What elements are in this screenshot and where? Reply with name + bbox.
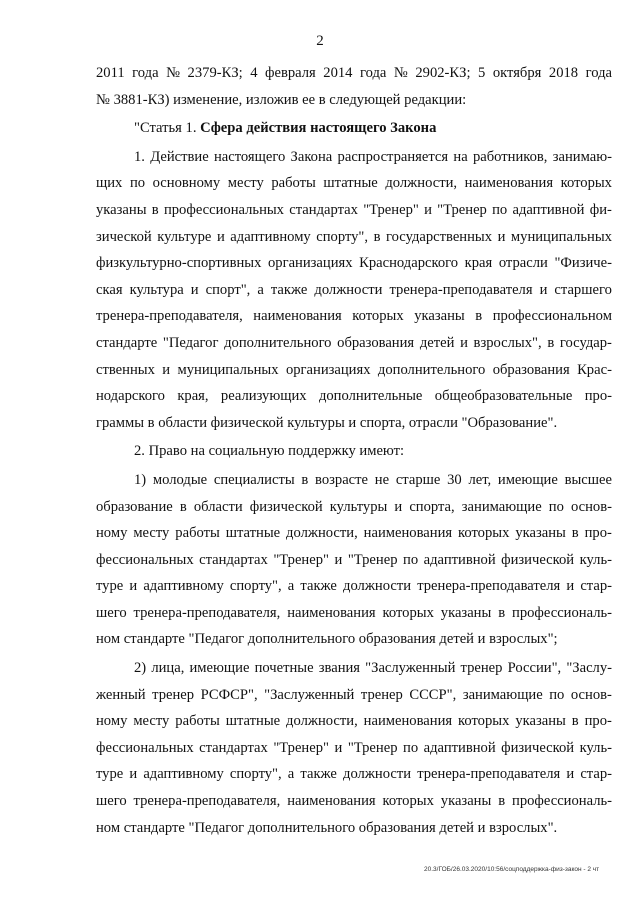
word: культура	[129, 281, 184, 298]
text-line	[96, 197, 612, 224]
word: Краснодарского	[359, 255, 459, 272]
word: ному	[96, 713, 128, 730]
word: и	[129, 766, 138, 783]
word: тренера-преподавателя	[417, 578, 561, 595]
article-title: Сфера действия настоящего Закона	[200, 120, 437, 137]
word: фессиональных	[96, 739, 194, 756]
word: стар-	[580, 766, 612, 783]
paragraph	[96, 115, 612, 142]
word: наименования	[287, 793, 376, 810]
word: в	[373, 228, 381, 245]
word: и	[460, 334, 468, 351]
word: работников,	[472, 148, 548, 165]
word: ному	[96, 525, 128, 542]
paragraph	[96, 467, 612, 653]
word: 2)	[134, 660, 147, 677]
word: России",	[507, 660, 562, 677]
text-line	[96, 547, 612, 574]
word: туре	[96, 578, 124, 595]
word: адаптивному	[143, 578, 224, 595]
text-line	[96, 144, 612, 171]
word: щих	[96, 175, 123, 192]
word: месту	[227, 175, 264, 192]
word: штатные	[323, 175, 378, 192]
word: взрослых",	[473, 334, 542, 351]
word: тренер	[360, 686, 403, 703]
word: которых	[458, 525, 510, 542]
word: "Тренер	[437, 201, 487, 218]
word: в	[571, 525, 579, 542]
paragraph	[96, 438, 612, 465]
word: по	[548, 498, 564, 515]
word: "Тренер"	[273, 739, 329, 756]
word: в	[547, 334, 555, 351]
text-line	[96, 708, 612, 735]
word: 30	[447, 471, 462, 488]
word: куль-	[579, 739, 612, 756]
word: реализующих	[220, 388, 307, 405]
word: Закона	[290, 148, 333, 165]
word: про-	[584, 388, 612, 405]
word: года	[132, 65, 159, 81]
word: адаптивной	[512, 201, 585, 218]
word: Действие	[150, 148, 209, 165]
word: года	[585, 65, 612, 81]
word: стандартах	[199, 739, 268, 756]
word: должности	[343, 578, 412, 595]
word: имеющие	[497, 471, 558, 488]
word: "Заслуженный	[365, 660, 456, 677]
word: государ-	[559, 334, 612, 351]
word: занимающие	[461, 498, 542, 515]
word: 2379-КЗ;	[187, 65, 243, 81]
word: профессиональ-	[512, 604, 612, 621]
page-number: 2	[316, 33, 324, 49]
word: "Тренер"	[363, 201, 419, 218]
word: адаптивному	[230, 228, 311, 245]
word: 1.	[134, 148, 145, 165]
word: "Педагог	[162, 334, 219, 351]
word: тренера-преподавателя,	[133, 604, 281, 621]
text-line	[96, 250, 612, 277]
text-line: № 3881-КЗ) изменение, изложив ее в следующей редакции:	[96, 91, 467, 108]
word: области	[193, 498, 243, 515]
word: Крас-	[577, 361, 612, 378]
paragraph	[96, 655, 612, 841]
word: наименования	[363, 713, 453, 730]
text-line	[96, 277, 612, 304]
word: нодарского	[96, 388, 165, 405]
article-number: "Статья 1.	[134, 120, 201, 137]
word: отрасли	[498, 255, 548, 272]
word: лица,	[151, 660, 185, 677]
word: также	[300, 578, 337, 595]
word: специалисты	[213, 471, 295, 488]
word: стандартах	[289, 201, 358, 218]
word: и	[497, 228, 506, 245]
word: и	[162, 361, 171, 378]
document-body	[96, 60, 612, 841]
word: стандартах	[199, 551, 268, 568]
word: старшего	[554, 281, 612, 298]
word: и	[129, 578, 138, 595]
word: дополнительного	[377, 361, 486, 378]
word: 2011	[96, 65, 125, 81]
word: дополнительного	[224, 334, 332, 351]
word: тренера-преподавателя	[417, 766, 561, 783]
word: 2018	[548, 65, 579, 81]
text-line	[96, 494, 612, 521]
word: которых	[382, 793, 434, 810]
text-line	[96, 520, 612, 547]
word: которых	[352, 308, 404, 325]
word: также	[300, 766, 337, 783]
word: должности,	[286, 713, 358, 730]
word: стар-	[580, 578, 612, 595]
word: профессиональных	[163, 201, 284, 218]
word: шего	[96, 604, 127, 621]
word: месту	[133, 525, 170, 542]
word: образования	[337, 334, 415, 351]
word: "Заслуженный	[264, 686, 355, 703]
word: года	[359, 65, 387, 81]
word: 5	[478, 65, 486, 81]
word: указаны	[440, 793, 492, 810]
word: и	[190, 281, 199, 298]
word: и	[424, 201, 432, 218]
text-line: граммы в области физической культуры и спорта, отрасли "Образование".	[96, 414, 558, 431]
word: в	[571, 713, 579, 730]
word: №	[393, 65, 408, 81]
word: тренера-преподавателя,	[133, 793, 281, 810]
word: указаны	[414, 308, 465, 325]
word: октября	[492, 65, 542, 81]
word: наименования	[253, 308, 342, 325]
text-line	[96, 60, 612, 87]
word: шего	[96, 793, 127, 810]
word: месту	[133, 713, 170, 730]
word: также	[270, 281, 308, 298]
word: организациях	[267, 255, 353, 272]
text-line: ном стандарте "Педагог дополнительного образования детей и взрослых";	[96, 631, 558, 648]
word: 2902-КЗ;	[415, 65, 471, 81]
word: работы	[271, 175, 316, 192]
word: тренер	[152, 686, 195, 703]
word: указаны	[96, 201, 147, 218]
word: про-	[584, 713, 612, 730]
word: а	[287, 578, 295, 595]
word: в	[151, 201, 159, 218]
word: лет,	[468, 471, 492, 488]
word: "Тренер	[347, 551, 398, 568]
word: физической	[501, 551, 575, 568]
word: должности,	[286, 525, 358, 542]
word: тренера-преподавателя	[389, 281, 533, 298]
word: по	[403, 739, 419, 756]
word: наименования	[363, 525, 453, 542]
word: старше	[395, 471, 441, 488]
word: должности,	[385, 175, 458, 192]
text-line	[96, 682, 612, 709]
word: спорту",	[229, 578, 282, 595]
word: спорту",	[316, 228, 369, 245]
word: в	[301, 471, 309, 488]
word: на	[453, 148, 468, 165]
word: зической	[96, 228, 152, 245]
word: наименования	[464, 175, 554, 192]
word: в	[475, 308, 483, 325]
word: образование	[96, 498, 173, 515]
word: основному	[152, 175, 221, 192]
word: "Физиче-	[554, 255, 612, 272]
text-line	[96, 788, 612, 815]
word: февраля	[265, 65, 316, 81]
text-line: ном стандарте "Педагог дополнительного образования детей и взрослых".	[96, 819, 558, 836]
text-line	[96, 573, 612, 600]
word: занимающие	[462, 686, 543, 703]
word: 4	[250, 65, 258, 81]
word: про-	[584, 525, 612, 542]
word: физической	[249, 498, 323, 515]
word: фи-	[589, 201, 612, 218]
word: государственных	[386, 228, 493, 245]
word: общеобразовательные	[434, 388, 573, 405]
paragraph	[96, 60, 612, 113]
word: по	[492, 201, 508, 218]
word: возрасте	[315, 471, 369, 488]
word: а	[257, 281, 264, 298]
word: РСФСР",	[200, 686, 258, 703]
word: в	[179, 498, 187, 515]
word: указаны	[440, 604, 492, 621]
word: не	[374, 471, 390, 488]
word: дополнительные	[318, 388, 423, 405]
word: СССР",	[409, 686, 457, 703]
word: которых	[560, 175, 612, 192]
word: звания	[318, 660, 361, 677]
article-heading	[96, 115, 612, 142]
word: по	[403, 551, 419, 568]
word: туре	[96, 766, 124, 783]
word: муниципальных	[177, 361, 279, 378]
word: спорту",	[229, 766, 282, 783]
word: настоящего	[213, 148, 286, 165]
word: и	[216, 228, 225, 245]
word: распространяется	[337, 148, 449, 165]
word: и	[566, 578, 575, 595]
word: штатные	[225, 713, 281, 730]
word: муниципальных	[510, 228, 612, 245]
text-line	[96, 761, 612, 788]
text-line	[96, 383, 612, 410]
word: и	[394, 498, 403, 515]
word: "Заслу-	[566, 660, 612, 677]
word: физкультурно-спортивных	[96, 255, 262, 272]
text-line	[96, 467, 612, 494]
word: детей	[419, 334, 455, 351]
word: и	[566, 766, 575, 783]
word: профессиональном	[492, 308, 612, 325]
word: имеющие	[189, 660, 250, 677]
text-line	[96, 600, 612, 627]
word: культуры	[329, 498, 388, 515]
word: "Тренер"	[273, 551, 329, 568]
word: женный	[96, 686, 146, 703]
word: тренер	[460, 660, 503, 677]
word: №	[166, 65, 181, 81]
word: по	[129, 175, 146, 192]
word: культуре	[157, 228, 212, 245]
word: должности	[343, 766, 412, 783]
text-line	[96, 735, 612, 762]
word: которых	[458, 713, 510, 730]
word: указаны	[515, 525, 566, 542]
word: края	[464, 255, 493, 272]
word: куль-	[579, 551, 612, 568]
text-line	[96, 170, 612, 197]
paragraph	[96, 144, 612, 437]
word: почетные	[254, 660, 314, 677]
word: а	[287, 766, 295, 783]
text-line	[96, 224, 612, 251]
word: 2014	[323, 65, 353, 81]
text-line: 2. Право на социальную поддержку имеют:	[134, 443, 405, 460]
word: работы	[175, 713, 220, 730]
word: основ-	[570, 686, 612, 703]
text-line	[96, 330, 612, 357]
word: в	[498, 793, 506, 810]
word: адаптивному	[143, 766, 224, 783]
word: и	[539, 281, 548, 298]
word: адаптивной	[423, 551, 496, 568]
word: основ-	[570, 498, 612, 515]
word: должности	[314, 281, 383, 298]
word: физической	[501, 739, 575, 756]
document-footer: 20.3/ГОБ/26.03.2020/10:56/соцподдержка-физ-закон - 2 чт	[424, 866, 600, 873]
word: фессиональных	[96, 551, 194, 568]
word: указаны	[515, 713, 566, 730]
word: в	[498, 604, 506, 621]
word: "Тренер	[347, 739, 398, 756]
word: и	[334, 739, 343, 756]
word: спорт",	[205, 281, 251, 298]
word: стандарте	[96, 334, 158, 351]
word: края,	[177, 388, 209, 405]
word: образования	[492, 361, 570, 378]
text-line	[96, 655, 612, 682]
word: ственных	[96, 361, 155, 378]
word: тренера-преподавателя,	[96, 308, 243, 325]
word: организациях	[285, 361, 371, 378]
word: 1)	[134, 471, 147, 488]
word: занимаю-	[552, 148, 612, 165]
word: штатные	[225, 525, 281, 542]
word: адаптивной	[423, 739, 496, 756]
word: по	[549, 686, 565, 703]
text-line	[96, 303, 612, 330]
text-line	[96, 357, 612, 384]
word: работы	[175, 525, 220, 542]
word: спорта,	[409, 498, 455, 515]
word: которых	[382, 604, 434, 621]
word: профессиональ-	[512, 793, 612, 810]
word: ская	[96, 281, 123, 298]
word: молодые	[152, 471, 208, 488]
word: наименования	[287, 604, 376, 621]
word: и	[334, 551, 343, 568]
word: высшее	[564, 471, 612, 488]
